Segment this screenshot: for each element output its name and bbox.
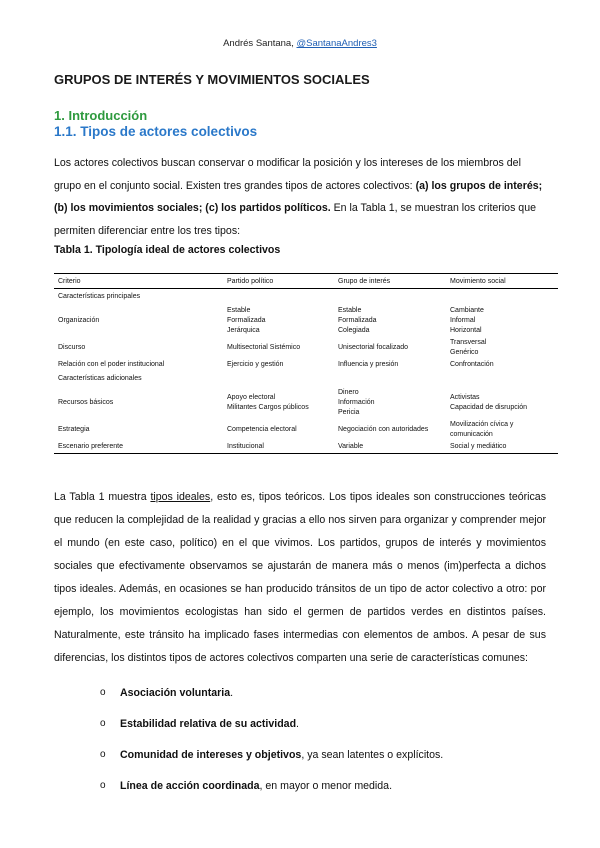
tipos-ideales-term: tipos ideales [150, 491, 211, 503]
trait-title: Asociación voluntaria [120, 687, 231, 699]
bullet-marker: o [100, 780, 106, 791]
trait-detail: . [296, 718, 299, 730]
list-item [100, 775, 443, 806]
typology-table [54, 273, 558, 454]
table-cell-group: Unisectorial focalizado [338, 344, 409, 351]
section-heading-introduccion: 1. Introducción [54, 108, 148, 123]
trait-detail: , ya sean latentes o explícitos. [301, 749, 444, 761]
table-cell-criterion: Organización [58, 317, 100, 324]
trait-detail: . [230, 687, 234, 699]
table-cell-movement: Activistas Capacidad de disrupción [450, 394, 528, 411]
table-row [54, 337, 558, 359]
table-row [54, 305, 558, 337]
table-cell-movement: Cambiante Informal Horizontal [450, 307, 484, 334]
table-cell-party: Apoyo electoral Militantes Cargos públicos [227, 394, 309, 411]
table-cell-criterion: Escenario preferente [54, 441, 223, 454]
table-cell-movement: Movilización cívica y comunicación [450, 421, 514, 438]
document-title: GRUPOS DE INTERÉS Y MOVIMIENTOS SOCIALES [54, 72, 370, 87]
table-cell-criterion: Discurso [58, 344, 86, 351]
list-item [100, 744, 443, 775]
table-cell-party: Multisectorial Sistémico [227, 344, 301, 351]
list-item [100, 713, 443, 744]
trait-detail: , en mayor o menor medida. [259, 780, 393, 792]
table-cell-movement: Social y mediático [446, 441, 558, 454]
table-cell-criterion: Estrategia [58, 426, 90, 433]
table-section-row [54, 371, 558, 387]
table-row [54, 359, 558, 371]
table-cell-party: Ejercicio y gestión [227, 361, 284, 368]
table-section-row [54, 289, 558, 306]
table-header: Grupo de interés [334, 274, 446, 289]
table-row [54, 441, 558, 454]
table-cell-movement: Confrontación [450, 361, 494, 368]
list-item [100, 682, 443, 713]
author-handle-link[interactable]: @SantanaAndres3 [296, 38, 377, 49]
intro-paragraph [54, 152, 546, 242]
table-cell-criterion: Recursos básicos [58, 399, 114, 406]
body-paragraph [54, 486, 546, 670]
table-header: Criterio [54, 274, 223, 289]
trait-title: Comunidad de intereses y objetivos [120, 749, 302, 761]
body-text-start: La Tabla 1 muestra [54, 491, 151, 503]
table-cell-group: Negociación con autoridades [338, 426, 429, 433]
intro-types-bold: (a) los grupos de interés; (b) los movimientos sociales; (c) los partidos políticos. [54, 179, 543, 214]
common-traits-list [100, 682, 443, 806]
body-text-rest: , esto es, tipos teóricos. Los tipos ideales son construcciones teóricas que reducen la complejidad de la realidad y gracias a ello nos sirven para organizar y comprender mejor el mundo (en este caso, político) en el que vivimos. Los partidos, grupos de interés y movimientos sociales que efectivamente observamos se ajustarán de manera más o menos (im)perfecta a dichos tipos ideales. Además, en ocasiones se han producido tránsitos de un tipo de actor colectivo a otro: por ejemplo, los movimientos ecologistas han sido el germen de partidos verdes en distintos países. Naturalmente, este tránsito ha implicado fases intermedias con elementos de ambos. A pesar de sus diferencias, los distintos tipos de actores colectivos comparten una serie de características comunes: [54, 491, 546, 664]
bullet-marker: o [100, 749, 106, 760]
table-cell-party: Competencia electoral [227, 426, 297, 433]
trait-title: Línea de acción coordinada [120, 780, 260, 792]
table-cell-group: Dinero Información Pericia [338, 389, 375, 416]
table-cell-group: Variable [334, 441, 446, 454]
table-header: Movimiento social [446, 274, 558, 289]
trait-title: Estabilidad relativa de su actividad [120, 718, 297, 730]
bullet-marker: o [100, 718, 106, 729]
table-cell-group: Estable Formalizada Colegiada [338, 307, 377, 334]
table-section-main: Características principales [58, 293, 141, 300]
author-name: Andrés Santana, [223, 38, 294, 49]
table-row [54, 419, 558, 441]
table-section-additional: Características adicionales [58, 375, 142, 382]
table-row [54, 387, 558, 419]
intro-text: Los actores colectivos buscan conservar o modificar la posición y los intereses de los miembros del grupo en el conjunto social. Existen tres grandes tipos de actores colectivos: [54, 157, 521, 192]
table-header-row [54, 274, 558, 289]
table-cell-party: Institucional [223, 441, 334, 454]
table-cell-criterion: Relación con el poder institucional [58, 361, 165, 368]
bullet-marker: o [100, 687, 106, 698]
table-cell-group: Influencia y presión [338, 361, 399, 368]
subsection-heading-tipos: 1.1. Tipos de actores colectivos [54, 124, 258, 139]
table-cell-party: Estable Formalizada Jerárquica [227, 307, 266, 334]
page-header [0, 38, 600, 49]
intro-text-end: En la Tabla 1, se muestran los criterios que permiten diferenciar entre los tres tipos: [54, 202, 536, 237]
table-header: Partido político [223, 274, 334, 289]
table-cell-movement: Transversal Genérico [450, 339, 487, 356]
table-caption: Tabla 1. Tipología ideal de actores colectivos [54, 244, 281, 256]
